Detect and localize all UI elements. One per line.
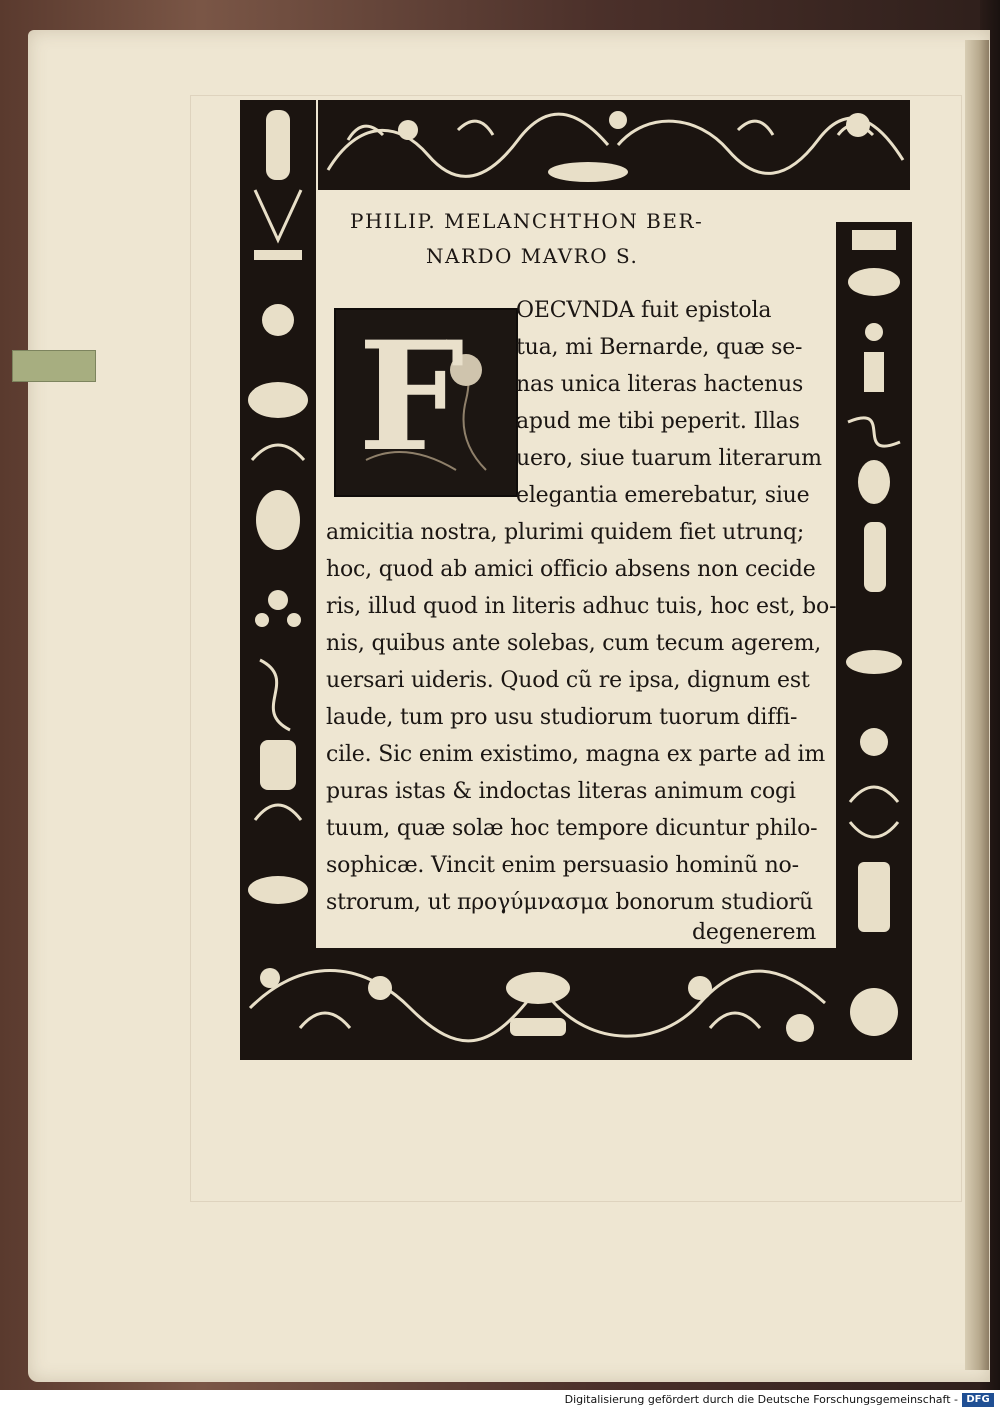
woodcut-border-bottom [240,948,836,1060]
text-line: strorum, ut προγύμνασμα bonorum studiorũ [326,890,813,915]
dfg-logo[interactable]: DFG [962,1393,994,1407]
page-edge [965,40,989,1370]
text-line: tua, mi Bernarde, quæ se- [516,335,803,360]
text-line: OECVNDA fuit epistola [516,298,772,323]
text-line: puras istas & indoctas literas animum cogi [326,779,796,804]
text-line: elegantia emerebatur, siue [516,483,810,508]
text-line: sophicæ. Vincit enim persuasio hominũ no- [326,853,799,878]
text-line: amicitia nostra, plurimi quidem fiet utrunq; [326,520,805,545]
decorated-initial [334,308,518,497]
text-line: laude, tum pro usu studiorum tuorum diffi- [326,705,798,730]
text-block [320,190,837,946]
heading-line-1: PHILIP. MELANCHTHON BER- [350,209,704,233]
woodcut-border-left [240,100,316,1060]
heading-line-2: NARDO MAVRO S. [426,244,639,268]
text-line: hoc, quod ab amici officio absens non cecide [326,557,816,582]
woodcut-border-top [318,100,910,190]
text-line: degenerem [692,920,816,945]
text-line: cile. Sic enim existimo, magna ex parte ad im [326,742,826,767]
letter-heading [350,204,810,274]
woodcut-border-right [836,222,912,1060]
text-line: nas unica literas hactenus [516,372,804,397]
text-line: apud me tibi peperit. Illas [516,409,800,434]
text-line: ris, illud quod in literis adhuc tuis, hoc est, bo- [326,594,837,619]
text-line: nis, quibus ante solebas, cum tecum agerem, [326,631,822,656]
text-line: tuum, quæ solæ hoc tempore dicuntur philo- [326,816,818,841]
initial-letter: F [358,309,465,485]
text-line: uero, siue tuarum literarum [516,446,822,471]
funding-notice: Digitalisierung gefördert durch die Deutsche Forschungsgemeinschaft - [564,1393,958,1406]
text-line: uersari uideris. Quod cũ re ipsa, dignum est [326,668,810,693]
paper-tab [12,350,96,382]
